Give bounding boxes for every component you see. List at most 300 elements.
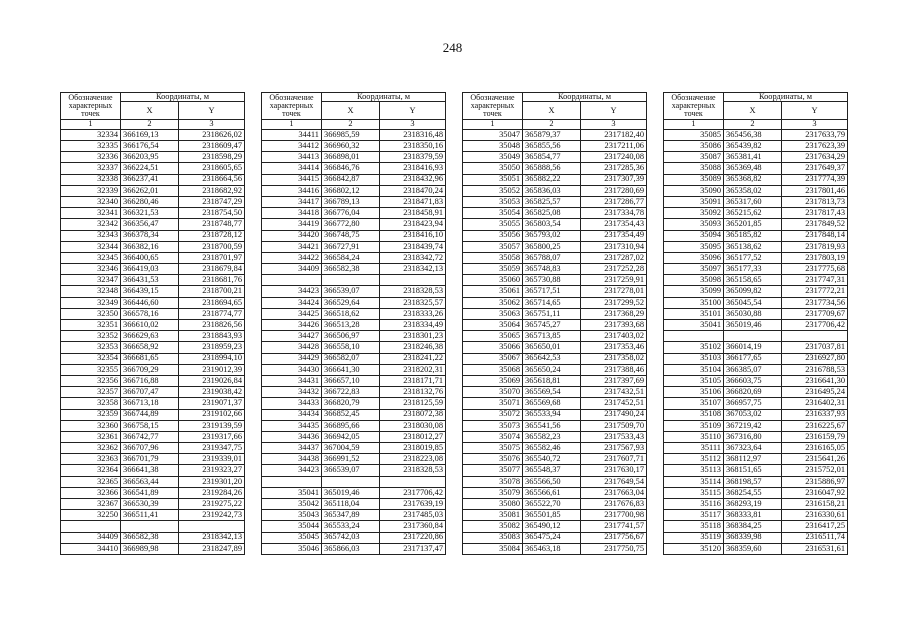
table-row (664, 398, 848, 409)
point-id: 34417 (262, 196, 322, 207)
table-row (463, 331, 647, 342)
table-row (463, 219, 647, 230)
x-coordinate: 365800,25 (523, 241, 581, 252)
table-row (463, 420, 647, 431)
point-id: 35050 (463, 163, 523, 174)
y-coordinate: 2317485,03 (380, 510, 446, 521)
table-row (463, 342, 647, 353)
table-row (61, 465, 245, 476)
x-coordinate: 365501,85 (523, 510, 581, 521)
y-coordinate: 2317287,02 (581, 252, 647, 263)
point-id: 32353 (61, 342, 121, 353)
x-coordinate: 366820,69 (724, 387, 782, 398)
point-id: 32356 (61, 375, 121, 386)
header-y: Y (380, 102, 446, 120)
y-coordinate (782, 331, 848, 342)
y-coordinate: 2318328,53 (380, 286, 446, 297)
y-coordinate: 2317240,08 (581, 152, 647, 163)
point-id: 35101 (664, 308, 724, 319)
point-id: 32367 (61, 499, 121, 510)
point-id: 32344 (61, 241, 121, 252)
table-row (262, 521, 446, 532)
point-id: 34435 (262, 420, 322, 431)
table-row (463, 364, 647, 375)
y-coordinate: 2317299,52 (581, 297, 647, 308)
point-id: 35069 (463, 375, 523, 386)
y-coordinate: 2317403,02 (581, 331, 647, 342)
table-row (463, 487, 647, 498)
y-coordinate: 2319026,84 (179, 375, 245, 386)
point-id: 35047 (463, 129, 523, 140)
table-row (664, 264, 848, 275)
x-coordinate: 366758,15 (121, 420, 179, 431)
table-row (262, 353, 446, 364)
x-coordinate: 365358,02 (724, 185, 782, 196)
table-row (262, 465, 446, 476)
x-coordinate: 366584,24 (322, 252, 380, 263)
x-coordinate: 365158,65 (724, 275, 782, 286)
x-coordinate: 366169,13 (121, 129, 179, 140)
table-row (664, 454, 848, 465)
y-coordinate: 2317649,37 (782, 163, 848, 174)
table-row (664, 152, 848, 163)
y-coordinate: 2319012,39 (179, 364, 245, 375)
y-coordinate: 2318681,76 (179, 275, 245, 286)
point-id: 32345 (61, 252, 121, 263)
x-coordinate: 366658,92 (121, 342, 179, 353)
y-coordinate: 2318774,77 (179, 308, 245, 319)
table-row (463, 141, 647, 152)
x-coordinate: 365566,61 (523, 487, 581, 498)
point-id: 35063 (463, 308, 523, 319)
point-id: 35054 (463, 208, 523, 219)
y-coordinate: 2318246,38 (380, 342, 446, 353)
table-row (262, 409, 446, 420)
point-id: 34424 (262, 297, 322, 308)
point-id: 32347 (61, 275, 121, 286)
x-coordinate: 365177,52 (724, 252, 782, 263)
table-row (61, 499, 245, 510)
table-row (262, 510, 446, 521)
y-coordinate: 2316641,30 (782, 375, 848, 386)
point-id: 32357 (61, 387, 121, 398)
y-coordinate: 2316047,92 (782, 487, 848, 498)
y-coordinate: 2318202,31 (380, 364, 446, 375)
table-row (61, 476, 245, 487)
table-row (463, 476, 647, 487)
x-coordinate: 365541,56 (523, 420, 581, 431)
table-row (61, 297, 245, 308)
x-coordinate: 365855,56 (523, 141, 581, 152)
x-coordinate: 365882,22 (523, 174, 581, 185)
point-id: 35057 (463, 241, 523, 252)
point-id: 34425 (262, 308, 322, 319)
point-id: 32336 (61, 152, 121, 163)
x-coordinate: 365748,83 (523, 264, 581, 275)
y-coordinate: 2317817,43 (782, 208, 848, 219)
table-row (262, 196, 446, 207)
x-coordinate: 367323,64 (724, 443, 782, 454)
point-id: 34423 (262, 286, 322, 297)
x-coordinate: 365803,54 (523, 219, 581, 230)
point-id: 35077 (463, 465, 523, 476)
y-coordinate: 2318416,10 (380, 230, 446, 241)
point-id: 32349 (61, 297, 121, 308)
header-y: Y (179, 102, 245, 120)
table-row (262, 499, 446, 510)
y-coordinate: 2317393,68 (581, 320, 647, 331)
point-id: 34437 (262, 443, 322, 454)
x-coordinate: 365118,04 (322, 499, 380, 510)
x-coordinate: 366280,46 (121, 196, 179, 207)
table-row (61, 196, 245, 207)
point-id: 34418 (262, 208, 322, 219)
header-col-number: 3 (581, 120, 647, 129)
y-coordinate: 2319071,37 (179, 398, 245, 409)
point-id: 34438 (262, 454, 322, 465)
y-coordinate: 2318241,22 (380, 353, 446, 364)
table-row (61, 252, 245, 263)
y-coordinate: 2317750,75 (581, 543, 647, 554)
point-id: 35058 (463, 252, 523, 263)
point-id: 35078 (463, 476, 523, 487)
y-coordinate: 2319038,42 (179, 387, 245, 398)
point-id: 35083 (463, 532, 523, 543)
x-coordinate: 366772,80 (322, 219, 380, 230)
x-coordinate: 365569,68 (523, 398, 581, 409)
table-row (262, 476, 446, 487)
point-id: 35116 (664, 499, 724, 510)
y-coordinate: 2318334,49 (380, 320, 446, 331)
y-coordinate: 2318598,29 (179, 152, 245, 163)
point-id: 35065 (463, 331, 523, 342)
table-row (262, 342, 446, 353)
coordinates-tables (60, 92, 856, 587)
table-row (664, 476, 848, 487)
x-coordinate: 368293,19 (724, 499, 782, 510)
y-coordinate: 2317775,68 (782, 264, 848, 275)
x-coordinate: 366989,98 (121, 543, 179, 554)
header-x: X (121, 102, 179, 120)
point-id: 35062 (463, 297, 523, 308)
table-row (262, 208, 446, 219)
y-coordinate: 2318350,16 (380, 141, 446, 152)
point-id: 35119 (664, 532, 724, 543)
y-coordinate: 2318333,26 (380, 308, 446, 319)
table-row (61, 185, 245, 196)
table-row (664, 431, 848, 442)
point-id: 35103 (664, 353, 724, 364)
y-coordinate: 2317509,70 (581, 420, 647, 431)
x-coordinate: 368151,65 (724, 465, 782, 476)
table-row (262, 420, 446, 431)
table-row (262, 297, 446, 308)
x-coordinate: 366224,51 (121, 163, 179, 174)
y-coordinate: 2319242,73 (179, 510, 245, 521)
x-coordinate: 366713,18 (121, 398, 179, 409)
x-coordinate: 366014,19 (724, 342, 782, 353)
table-row (463, 375, 647, 386)
point-id: 35090 (664, 185, 724, 196)
point-id: 35061 (463, 286, 523, 297)
point-id: 32360 (61, 420, 121, 431)
x-coordinate: 366681,65 (121, 353, 179, 364)
y-coordinate: 2318748,77 (179, 219, 245, 230)
table-row (664, 219, 848, 230)
y-coordinate: 2317819,93 (782, 241, 848, 252)
y-coordinate: 2318994,10 (179, 353, 245, 364)
table-row (463, 443, 647, 454)
point-id: 32348 (61, 286, 121, 297)
x-coordinate: 365879,37 (523, 129, 581, 140)
y-coordinate: 2317633,79 (782, 129, 848, 140)
point-id: 35079 (463, 487, 523, 498)
y-coordinate: 2315752,01 (782, 465, 848, 476)
x-coordinate: 365751,11 (523, 308, 581, 319)
table-row (61, 331, 245, 342)
x-coordinate: 366582,38 (322, 264, 380, 275)
point-id: 35107 (664, 398, 724, 409)
header-col-number: 3 (782, 120, 848, 129)
x-coordinate: 366960,32 (322, 141, 380, 152)
x-coordinate: 365642,53 (523, 353, 581, 364)
y-coordinate: 2317490,24 (581, 409, 647, 420)
header-col-number: 1 (463, 120, 523, 129)
y-coordinate: 2318626,02 (179, 129, 245, 140)
table-row (262, 152, 446, 163)
y-coordinate: 2318019,85 (380, 443, 446, 454)
point-id: 35064 (463, 320, 523, 331)
x-coordinate (322, 275, 380, 286)
x-coordinate: 366707,47 (121, 387, 179, 398)
table-row (664, 342, 848, 353)
point-id: 35053 (463, 196, 523, 207)
point-id: 34431 (262, 375, 322, 386)
x-coordinate: 365569,54 (523, 387, 581, 398)
y-coordinate: 2319301,20 (179, 476, 245, 487)
x-coordinate: 365793,02 (523, 230, 581, 241)
y-coordinate: 2317747,31 (782, 275, 848, 286)
point-id: 35100 (664, 297, 724, 308)
x-coordinate: 366177,65 (724, 353, 782, 364)
y-coordinate: 2318379,59 (380, 152, 446, 163)
point-id: 35074 (463, 431, 523, 442)
x-coordinate: 366400,65 (121, 252, 179, 263)
x-coordinate: 365548,37 (523, 465, 581, 476)
table-row (262, 454, 446, 465)
table-row (463, 152, 647, 163)
x-coordinate: 366539,07 (322, 465, 380, 476)
x-coordinate: 365522,70 (523, 499, 581, 510)
y-coordinate: 2318423,94 (380, 219, 446, 230)
point-id: 35104 (664, 364, 724, 375)
y-coordinate: 2317252,28 (581, 264, 647, 275)
y-coordinate: 2317706,42 (782, 320, 848, 331)
header-col-number: 2 (322, 120, 380, 129)
x-coordinate: 366603,75 (724, 375, 782, 386)
y-coordinate: 2317220,86 (380, 532, 446, 543)
y-coordinate: 2319323,27 (179, 465, 245, 476)
x-coordinate: 368112,97 (724, 454, 782, 465)
table-row (463, 387, 647, 398)
y-coordinate: 2316225,67 (782, 420, 848, 431)
table-row (262, 320, 446, 331)
table-row (463, 353, 647, 364)
point-id: 35080 (463, 499, 523, 510)
x-coordinate (121, 521, 179, 532)
y-coordinate: 2318125,59 (380, 398, 446, 409)
table-row (61, 320, 245, 331)
table-row (262, 398, 446, 409)
table-row (262, 286, 446, 297)
y-coordinate: 2319275,22 (179, 499, 245, 510)
point-id: 35086 (664, 141, 724, 152)
y-coordinate: 2317037,81 (782, 342, 848, 353)
y-coordinate: 2317634,29 (782, 152, 848, 163)
point-id: 32352 (61, 331, 121, 342)
table-row (61, 163, 245, 174)
point-id: 35060 (463, 275, 523, 286)
point-id: 35067 (463, 353, 523, 364)
x-coordinate: 366842,87 (322, 174, 380, 185)
x-coordinate: 366942,05 (322, 431, 380, 442)
point-id: 35042 (262, 499, 322, 510)
table-row (463, 320, 647, 331)
x-coordinate: 365533,94 (523, 409, 581, 420)
x-coordinate: 366820,79 (322, 398, 380, 409)
table-row (262, 331, 446, 342)
point-id: 34410 (61, 543, 121, 554)
x-coordinate: 366991,52 (322, 454, 380, 465)
table-row (262, 308, 446, 319)
point-id: 35056 (463, 230, 523, 241)
x-coordinate: 366802,12 (322, 185, 380, 196)
x-coordinate: 366558,10 (322, 342, 380, 353)
x-coordinate: 366709,29 (121, 364, 179, 375)
header-col-number: 2 (523, 120, 581, 129)
table-row (664, 387, 848, 398)
x-coordinate: 368333,81 (724, 510, 782, 521)
table-row (262, 163, 446, 174)
y-coordinate: 2316330,61 (782, 510, 848, 521)
table-row (463, 398, 647, 409)
y-coordinate: 2317848,14 (782, 230, 848, 241)
y-coordinate: 2317286,77 (581, 196, 647, 207)
y-coordinate: 2318458,91 (380, 208, 446, 219)
header-designation: Обозначение характерных точек (61, 93, 121, 120)
x-coordinate (724, 331, 782, 342)
table-row (664, 521, 848, 532)
y-coordinate: 2317639,19 (380, 499, 446, 510)
point-id: 32341 (61, 208, 121, 219)
x-coordinate: 366744,89 (121, 409, 179, 420)
table-row (61, 230, 245, 241)
x-coordinate: 366748,75 (322, 230, 380, 241)
point-id: 34429 (262, 353, 322, 364)
point-id: 35112 (664, 454, 724, 465)
y-coordinate: 2318471,83 (380, 196, 446, 207)
y-coordinate: 2318223,08 (380, 454, 446, 465)
x-coordinate: 367316,80 (724, 431, 782, 442)
table-row (664, 375, 848, 386)
y-coordinate: 2319317,66 (179, 431, 245, 442)
x-coordinate: 365201,85 (724, 219, 782, 230)
point-id: 34421 (262, 241, 322, 252)
point-id: 35088 (664, 163, 724, 174)
x-coordinate: 365618,81 (523, 375, 581, 386)
y-coordinate: 2316495,24 (782, 387, 848, 398)
point-id: 35099 (664, 286, 724, 297)
table-row (262, 532, 446, 543)
y-coordinate: 2318959,23 (179, 342, 245, 353)
point-id: 34422 (262, 252, 322, 263)
table-row (262, 129, 446, 140)
y-coordinate: 2318843,93 (179, 331, 245, 342)
table-row (664, 364, 848, 375)
x-coordinate: 365490,12 (523, 521, 581, 532)
y-coordinate: 2318247,89 (179, 543, 245, 554)
y-coordinate: 2317452,51 (581, 398, 647, 409)
header-col-number: 3 (179, 120, 245, 129)
y-coordinate: 2317676,83 (581, 499, 647, 510)
table-row (262, 241, 446, 252)
y-coordinate: 2317607,71 (581, 454, 647, 465)
y-coordinate: 2316165,05 (782, 443, 848, 454)
x-coordinate: 366356,47 (121, 219, 179, 230)
x-coordinate: 365185,82 (724, 230, 782, 241)
x-coordinate: 366513,28 (322, 320, 380, 331)
point-id: 35052 (463, 185, 523, 196)
header-coordinates: Координаты, м (121, 93, 245, 102)
header-x: X (724, 102, 782, 120)
x-coordinate: 366722,83 (322, 387, 380, 398)
y-coordinate: 2318609,47 (179, 141, 245, 152)
point-id: 34423 (262, 465, 322, 476)
x-coordinate: 365540,72 (523, 454, 581, 465)
point-id: 35049 (463, 152, 523, 163)
table-row (664, 532, 848, 543)
x-coordinate: 367004,59 (322, 443, 380, 454)
table-row (61, 510, 245, 521)
table-row (61, 398, 245, 409)
x-coordinate: 366641,30 (322, 364, 380, 375)
x-coordinate: 367053,02 (724, 409, 782, 420)
table-row (463, 264, 647, 275)
x-coordinate: 365138,62 (724, 241, 782, 252)
y-coordinate: 2315641,26 (782, 454, 848, 465)
y-coordinate: 2317360,84 (380, 521, 446, 532)
x-coordinate: 366530,39 (121, 499, 179, 510)
table-row (61, 353, 245, 364)
y-coordinate: 2317700,98 (581, 510, 647, 521)
x-coordinate: 368359,60 (724, 543, 782, 554)
y-coordinate: 2317358,02 (581, 353, 647, 364)
x-coordinate: 365463,18 (523, 543, 581, 554)
y-coordinate: 2317774,39 (782, 174, 848, 185)
table-row (61, 409, 245, 420)
point-id: 32338 (61, 174, 121, 185)
x-coordinate: 365730,88 (523, 275, 581, 286)
point-id: 35041 (262, 487, 322, 498)
point-id: 34432 (262, 387, 322, 398)
point-id: 34415 (262, 174, 322, 185)
x-coordinate: 366446,60 (121, 297, 179, 308)
point-id: 32339 (61, 185, 121, 196)
y-coordinate: 2319347,75 (179, 443, 245, 454)
y-coordinate: 2316531,61 (782, 543, 848, 554)
y-coordinate: 2318470,24 (380, 185, 446, 196)
y-coordinate: 2317801,46 (782, 185, 848, 196)
